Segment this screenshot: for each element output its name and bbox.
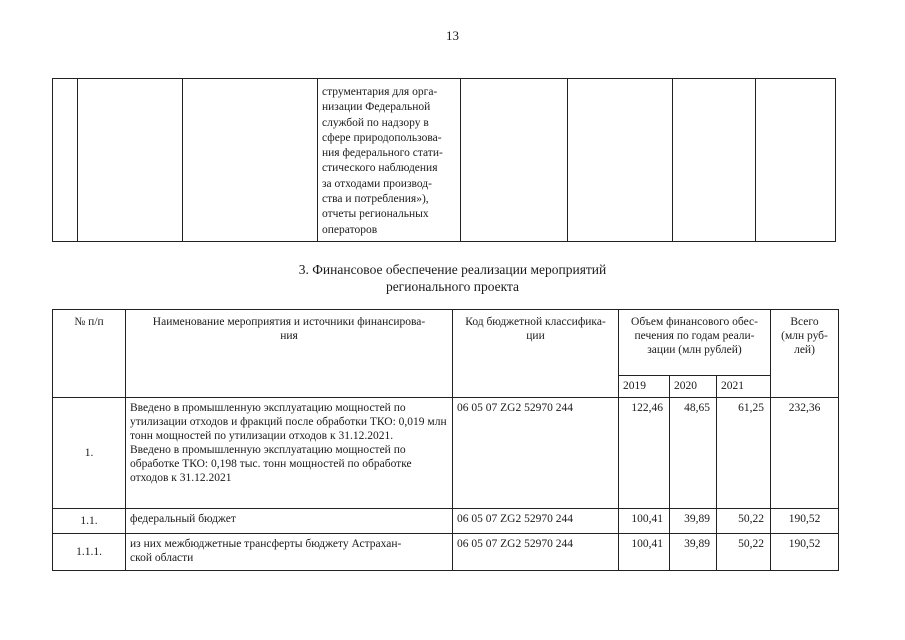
row-name-part1: Введено в промышленную эксплуатацию мощностей по утилизации отходов и фракций после обработки ТКО: 0,019 млн тонн мощностей по утилизации отходов к 31.12.2021.	[130, 402, 447, 442]
header-volume: Объем финансового обес- печения по годам реали- зации (млн рублей)	[619, 310, 771, 376]
row-value-2021: 50,22	[717, 509, 771, 534]
table-cell	[318, 79, 461, 242]
header-name: Наименование мероприятия и источники финансирова- ния	[126, 310, 453, 398]
row-number: 1.1.1.	[53, 534, 126, 571]
table-row	[53, 79, 836, 242]
table-cell	[53, 79, 78, 242]
table-row	[53, 509, 839, 534]
row-number: 1.1.	[53, 509, 126, 534]
table-row	[53, 398, 839, 509]
header-row	[53, 310, 839, 376]
row-code: 06 05 07 ZG2 52970 244	[453, 509, 619, 534]
year-2020: 2020	[670, 376, 717, 398]
header-num: № п/п	[53, 310, 126, 398]
header-total: Всего (млн руб- лей)	[771, 310, 839, 398]
row-name	[126, 398, 453, 509]
year-2021: 2021	[717, 376, 771, 398]
continuation-table	[52, 78, 836, 242]
row-value-2020: 39,89	[670, 509, 717, 534]
row-value-2021: 61,25	[717, 398, 771, 509]
row-value-2019: 122,46	[619, 398, 670, 509]
row-name-part2: Введено в промышленную эксплуатацию мощностей по обработке ТКО: 0,198 тыс. тонн мощностей по обработке отходов к 31.12.2021	[130, 444, 412, 484]
section-title-line1: 3. Финансовое обеспечение реализации мероприятий	[298, 262, 607, 277]
continuation-text: струментария для орга- низации Федеральной службой по надзору в сфере природопользова- ния федерального стати- стического наблюдения за отходами производ- ства и потребления»), отчеты региональных операторов	[322, 86, 443, 236]
year-2019: 2019	[619, 376, 670, 398]
row-code: 06 05 07 ZG2 52970 244	[453, 398, 619, 509]
row-name: из них межбюджетные трансферты бюджету Астрахан- ской области	[126, 534, 453, 571]
row-value-2019: 100,41	[619, 509, 670, 534]
page-number: 13	[446, 28, 459, 43]
row-code: 06 05 07 ZG2 52970 244	[453, 534, 619, 571]
section-title-line2: регионального проекта	[385, 279, 520, 294]
table-cell	[756, 79, 836, 242]
table-cell	[673, 79, 756, 242]
finance-table	[52, 309, 839, 571]
table-row	[53, 534, 839, 571]
table-cell	[78, 79, 183, 242]
row-value-2020: 48,65	[670, 398, 717, 509]
row-total: 190,52	[771, 509, 839, 534]
row-value-2020: 39,89	[670, 534, 717, 571]
section-heading	[0, 261, 905, 295]
header-code: Код бюджетной классифика- ции	[453, 310, 619, 398]
table-cell	[183, 79, 318, 242]
row-total: 190,52	[771, 534, 839, 571]
row-total: 232,36	[771, 398, 839, 509]
table-cell	[568, 79, 673, 242]
row-name: федеральный бюджет	[126, 509, 453, 534]
row-value-2021: 50,22	[717, 534, 771, 571]
table-cell	[461, 79, 568, 242]
row-number: 1.	[53, 398, 126, 509]
row-value-2019: 100,41	[619, 534, 670, 571]
